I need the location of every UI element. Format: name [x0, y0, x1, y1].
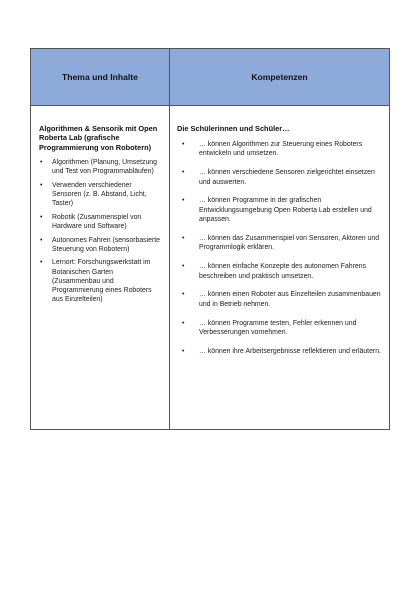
list-item [39, 258, 163, 303]
competency-list [177, 140, 381, 356]
list-item-text: Verwenden verschiedener Sensoren (z. B. Abstand, Licht, Taster) [52, 182, 147, 208]
list-item [177, 290, 381, 309]
bullet-icon: • [182, 263, 185, 271]
bullet-icon: • [40, 182, 43, 189]
table-header [31, 49, 389, 106]
bullet-icon: • [40, 236, 43, 244]
list-item [177, 196, 381, 224]
list-item [177, 140, 381, 159]
list-item-text: … können Algorithmen zur Steuerung eines Roboters entwickeln und umsetzen. [199, 141, 363, 158]
list-item [39, 181, 163, 208]
bullet-icon: • [182, 347, 185, 355]
list-item-text: … können Programme testen, Fehler erkennen und Verbesserungen vornehmen. [199, 319, 357, 337]
topic-title: Algorithmen & Sensorik mit Open Roberta Lab (grafische Programmierung von Robotern) [39, 124, 158, 152]
list-item-text: … können einen Roboter aus Einzelteilen zusammenbauen und in Betrieb nehmen. [199, 291, 381, 308]
bullet-icon: • [182, 197, 185, 205]
list-item-text: Autonomes Fahren (sensorbasierte Steuerung von Robotern) [52, 236, 161, 253]
list-item-text: … können Programme in der grafischen Entwicklungsumgebung Open Roberta Lab erstellen und anpassen. [199, 197, 372, 224]
bullet-icon: • [182, 319, 185, 327]
list-item-text: Lernort: Forschungswerkstatt im Botanischen Garten (Zusammenbau und Programmierung eines Roboters aus Einzelteilen) [52, 259, 152, 303]
bullet-icon: • [40, 213, 43, 221]
list-item [39, 213, 163, 231]
topic-list [39, 158, 163, 304]
bullet-icon: • [182, 169, 185, 177]
bullet-icon: • [182, 235, 185, 243]
list-item [177, 234, 381, 253]
list-item [177, 347, 381, 356]
header-competencies: Kompetenzen [251, 72, 308, 82]
list-item-text: … können einfache Konzepte des autonomen Fahrens beschreiben und praktisch umsetzen. [199, 263, 367, 280]
topics-column [31, 106, 170, 429]
header-topics: Thema und Inhalte [31, 49, 170, 105]
list-item [177, 168, 381, 187]
competencies-column [170, 106, 389, 429]
list-item [39, 158, 163, 176]
competencies-intro: Die Schülerinnen und Schüler… [177, 124, 290, 133]
list-item-text: … können verschiedene Sensoren zielgerichtet einsetzen und auswerten. [199, 169, 375, 186]
list-item-text: … können das Zusammenspiel von Sensoren, Aktoren und Programmlogik erklären. [199, 235, 380, 252]
list-item-text: Robotik (Zusammenspiel von Hardware und Software) [52, 213, 142, 230]
bullet-icon: • [182, 141, 185, 148]
list-item [177, 319, 381, 338]
list-item [177, 262, 381, 281]
list-item-text: Algorithmen (Planung, Umsetzung und Test von Programmabläufen) [52, 159, 157, 176]
list-item [39, 236, 163, 254]
bullet-icon: • [40, 159, 43, 167]
competency-table [30, 48, 390, 430]
table-body [31, 106, 389, 429]
bullet-icon: • [40, 259, 43, 267]
list-item-text: … können ihre Arbeitsergebnisse reflektieren und erläutern. [199, 347, 381, 355]
bullet-icon: • [182, 291, 185, 299]
